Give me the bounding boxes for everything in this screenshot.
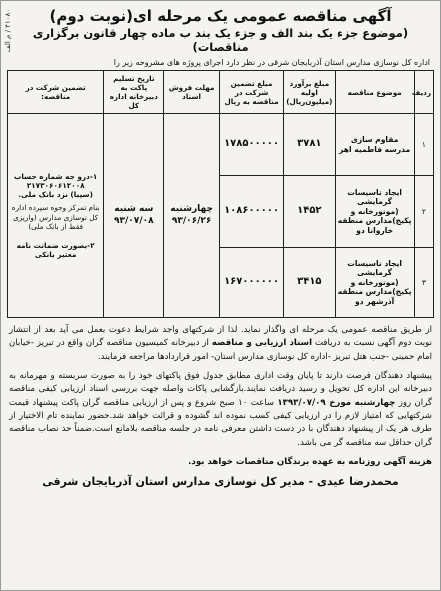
- guarantee-option-2: ۲-بصورت ضمانت نامه معتبر بانکی: [16, 240, 95, 259]
- row-estimate: ۳۷۸۱: [284, 114, 335, 176]
- paragraph-2: [9, 370, 432, 450]
- signature: محمدرضا عیدی - مدیر کل نوسازی مدارس استان آذربایجان شرقی: [42, 475, 399, 489]
- header-deadline: مهلت فروش اسناد: [164, 71, 220, 114]
- row-number: ٢: [414, 176, 433, 248]
- row-guarantee: ۱۷۸۵۰۰۰۰۰: [219, 114, 283, 176]
- notice-subtitle: (موضوع جزء یک بند الف و جزء یک بند ب ماده چهار قانون برگزاری مناقصات): [32, 26, 409, 54]
- deadline-cell: چهارشنبه ۹۳/۰۶/۲۶: [164, 114, 220, 318]
- row-estimate: ۱۴۵۲: [284, 176, 335, 248]
- notice-title: آگهی مناقصه عمومی یک مرحله ای(نوبت دوم): [49, 7, 392, 25]
- paragraph-1-text-end: از دبیرخانه کمیسیون مناقصه گران واقع در تبریز -خیابان امام حمینی -جنب هتل تبریز -اداره کل نوسازی مدارس استان- امور قراردادها مراجعه فرمایند.: [9, 338, 432, 362]
- side-code: ۴۱۰۸۰ / م الف: [4, 9, 12, 53]
- row-subject: ایجاد تاسیسات گرمایشی (موتورخانه و پکیج)مدارس منطقه خاروانا دو: [335, 176, 414, 248]
- paragraph-3: [9, 456, 432, 469]
- row-number: ١: [414, 114, 433, 176]
- paragraph-2-text-end: ساعت ۱۰ صبح شروع و پس از ارزیابی مناقصه گران پاکت پیشنهاد قیمت شرکتهایی که امتیاز لازم را در ارزیابی کیفی کسب نموده اند گشوده و قرائت خواهد شد.حضور نماینده تام الاختیار از طرف هر یک از پیشنهاد دهندگان با در دست داشتن معرفی نامه در جلسه مناقصه بلامانع است.ضمناً حد نصاب مناقصه گران حداقل سه مناقصه گر می باشد.: [9, 397, 432, 448]
- ad-cost-note: هزینه آگهی روزنامه به عهده برندگان مناقصات خواهد بود.: [188, 456, 432, 467]
- paragraph-1-emphasis: اسناد ارزیابی و مناقصه: [211, 338, 313, 349]
- row-estimate: ۳۴۱۵: [284, 248, 335, 318]
- row-guarantee: ۱۰۸۶۰۰۰۰۰: [219, 176, 283, 248]
- paragraph-2-text: پیشنهاد دهندگان فرصت دارند تا پایان وقت اداری مطابق جدول فوق پاکتهای خود را به صورت سربسته و مهرمانه به دبیرخانه این اداره کل تحویل و رسید دریافت نمایند.بازگشایی پاکات واصله جهت بررسی اسناد ارزیابی کیفی مناقصه گران روز: [9, 370, 432, 408]
- tender-table: [7, 70, 434, 318]
- guarantee-option-1: ۱-درو جه شماره حساب: [13, 172, 98, 182]
- header-subject: موضوع مناقصه: [335, 71, 414, 114]
- delivery-cell: سه شنبه ۹۳/۰۷/۰۸: [104, 114, 164, 318]
- row-subject: مقاوم سازی مدرسه فاطمیه اهر: [335, 114, 414, 176]
- header-delivery-date: تاریخ تسلیم پاکت به دبیرخانه اداره کل: [104, 71, 164, 114]
- header-guarantee-type: تضمین شرکت در مناقصه:: [8, 71, 104, 114]
- guarantee-account-number: ۲۱۷۳۰۶۰۶۱۲۰۰۸: [26, 181, 85, 191]
- row-number: ٣: [414, 248, 433, 318]
- table-row: [8, 114, 434, 176]
- table-header-row: [8, 71, 434, 114]
- header-row-number: ردیف: [414, 71, 433, 114]
- row-guarantee: ۱۶۷۰۰۰۰۰۰: [219, 248, 283, 318]
- guarantee-type-cell: [8, 114, 104, 318]
- row-subject: ایجاد تاسیسات گرمایشی (موتورخانه و پکیج)مدارس منطقه آذرشهر دو: [335, 248, 414, 318]
- opening-date: چهارشنبه مورخ ۱۳۹۳/۰۷/۰۹: [277, 397, 396, 408]
- header-estimate: مبلغ برآورد اولیه (میلیون‌ریال): [284, 71, 335, 114]
- guarantee-bank: (سیبا) نزد بانک ملی.: [18, 190, 93, 200]
- paragraph-1-text: از طریق مناقصه عمومی یک مرحله ای واگذار نماید. لذا از شرکتهای واجد شرایط دعوت بعمل می آید بعد از انتشار نوبت دوم آگهی نسبت به دریافت: [9, 325, 433, 349]
- guarantee-account-owner: بنام تمرکز وجوه سپرده اداره کل نوسازی مدارس (واریزی فقط از بانک ملی): [11, 203, 100, 231]
- paragraph-1: [9, 324, 432, 364]
- header-guarantee-amount: مبلغ تضمین شرکت در مناقصه به ریال: [219, 71, 283, 114]
- intro-text: اداره کل نوسازی مدارس استان آذربایجان شرقی در نظر دارد اجرای پروژه های مشروحه زیر را: [113, 58, 430, 67]
